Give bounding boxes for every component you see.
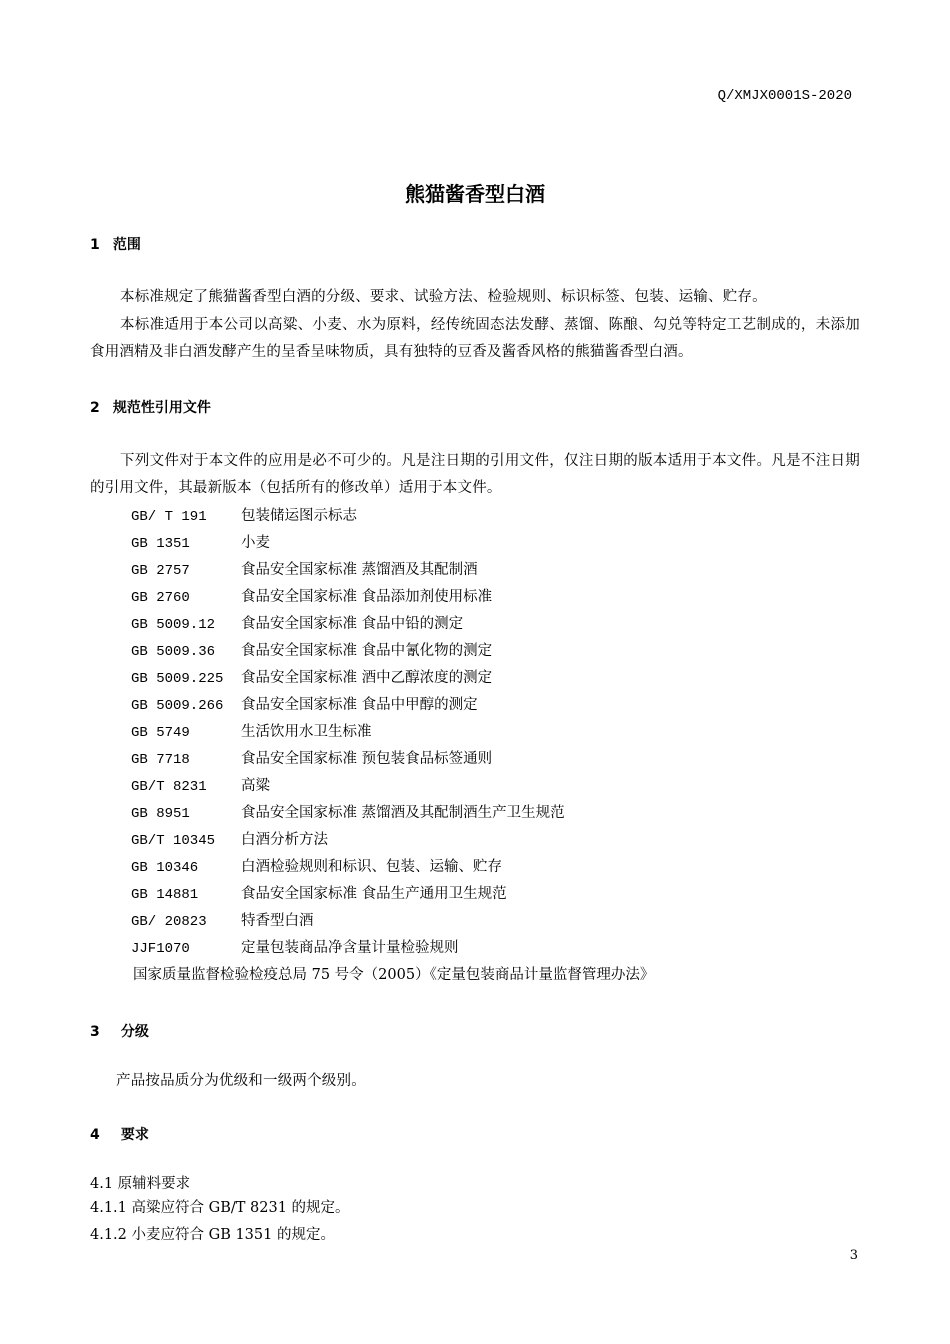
requirement-line: 4.1.2 小麦应符合 GB 1351 的规定。	[90, 1227, 335, 1243]
requirement-line: 4.1 原辅料要求	[90, 1176, 191, 1192]
reference-name: 食品安全国家标准 食品中铅的测定	[241, 616, 464, 632]
section-heading-grading	[90, 1021, 149, 1041]
reference-name: 白酒检验规则和标识、包装、运输、贮存	[241, 859, 502, 875]
reference-item	[131, 827, 871, 854]
section-title: 规范性引用文件	[112, 400, 211, 416]
reference-code: GB 5009.36	[131, 644, 216, 660]
reference-item	[131, 503, 871, 530]
section-number: 3	[90, 1024, 100, 1040]
reference-item	[131, 692, 871, 719]
reference-code: GB/ 20823	[131, 914, 207, 930]
reference-code: GB 8951	[131, 806, 190, 822]
reference-item	[131, 854, 871, 881]
reference-item	[131, 638, 871, 665]
reference-item	[131, 935, 871, 962]
document-title: 熊猫酱香型白酒	[405, 182, 545, 206]
reference-item	[131, 800, 871, 827]
reference-name: 食品安全国家标准 蒸馏酒及其配制酒	[241, 562, 478, 578]
reference-name: 定量包装商品净含量计量检验规则	[241, 940, 459, 956]
section-number: 1	[90, 237, 100, 253]
reference-code: GB 1351	[131, 536, 190, 552]
section-heading-scope	[90, 234, 141, 254]
grading-text: 产品按品质分为优级和一级两个级别。	[116, 1073, 366, 1089]
reference-item	[131, 746, 871, 773]
section-number: 2	[90, 400, 100, 416]
reference-item	[131, 611, 871, 638]
scope-paragraph-2: 本标准适用于本公司以高粱、小麦、水为原料，经传统固态法发酵、蒸馏、陈酿、勾兑等特定工艺制成的，未添加食用酒精及非白酒发酵产生的呈香呈味物质，具有独特的豆香及酱香风格的熊猫酱香型白酒。	[90, 317, 860, 360]
section-number: 4	[90, 1127, 100, 1143]
reference-code: GB 5009.12	[131, 617, 216, 633]
reference-name: 食品安全国家标准 蒸馏酒及其配制酒生产卫生规范	[241, 805, 565, 821]
section-heading-references	[90, 397, 211, 417]
reference-code: GB 14881	[131, 887, 199, 903]
section-title: 分级	[120, 1024, 149, 1040]
reference-code: GB/T 10345	[131, 833, 216, 849]
reference-item	[131, 881, 871, 908]
scope-paragraph-1: 本标准规定了熊猫酱香型白酒的分级、要求、试验方法、检验规则、标识标签、包装、运输、贮存。	[120, 289, 767, 305]
reference-code: GB 5009.225	[131, 671, 224, 687]
section-title: 范围	[112, 237, 141, 253]
reference-item	[131, 584, 871, 611]
reference-name: 食品安全国家标准 食品添加剂使用标准	[241, 589, 493, 605]
reference-code: GB 2760	[131, 590, 190, 606]
reference-name: 包装储运图示标志	[241, 508, 357, 524]
page-number: 3	[849, 1248, 858, 1263]
reference-code: GB 7718	[131, 752, 190, 768]
reference-code: GB 5009.266	[131, 698, 224, 714]
reference-item	[131, 665, 871, 692]
section-heading-requirements	[90, 1124, 149, 1144]
reference-list	[131, 503, 871, 989]
reference-item	[131, 719, 871, 746]
reference-code: GB 10346	[131, 860, 199, 876]
reference-note: 国家质量监督检验检疫总局 75 号令（2005）《定量包装商品计量监督管理办法》	[133, 967, 655, 983]
reference-name: 食品安全国家标准 酒中乙醇浓度的测定	[241, 670, 493, 686]
reference-name: 白酒分析方法	[241, 832, 328, 848]
reference-code: GB 5749	[131, 725, 190, 741]
reference-name: 高粱	[241, 778, 270, 794]
reference-name: 食品安全国家标准 预包装食品标签通则	[241, 751, 493, 767]
reference-code: GB/ T 191	[131, 509, 207, 525]
section-title: 要求	[120, 1127, 149, 1143]
reference-item	[131, 557, 871, 584]
reference-item	[131, 530, 871, 557]
reference-code: JJF1070	[131, 941, 190, 957]
reference-item	[131, 908, 871, 935]
references-intro: 下列文件对于本文件的应用是必不可少的。凡是注日期的引用文件，仅注日期的版本适用于本文件。凡是不注日期的引用文件，其最新版本（包括所有的修改单）适用于本文件。	[90, 453, 860, 496]
reference-name: 小麦	[241, 535, 270, 551]
reference-name: 食品安全国家标准 食品中氰化物的测定	[241, 643, 493, 659]
standard-code: Q/XMJX0001S-2020	[717, 88, 852, 104]
reference-name: 食品安全国家标准 食品生产通用卫生规范	[241, 886, 507, 902]
reference-name: 生活饮用水卫生标准	[241, 724, 372, 740]
requirement-line: 4.1.1 高粱应符合 GB/T 8231 的规定。	[90, 1200, 350, 1216]
reference-code: GB 2757	[131, 563, 190, 579]
reference-name: 特香型白酒	[241, 913, 314, 929]
reference-item	[131, 773, 871, 800]
reference-name: 食品安全国家标准 食品中甲醇的测定	[241, 697, 478, 713]
reference-code: GB/T 8231	[131, 779, 207, 795]
